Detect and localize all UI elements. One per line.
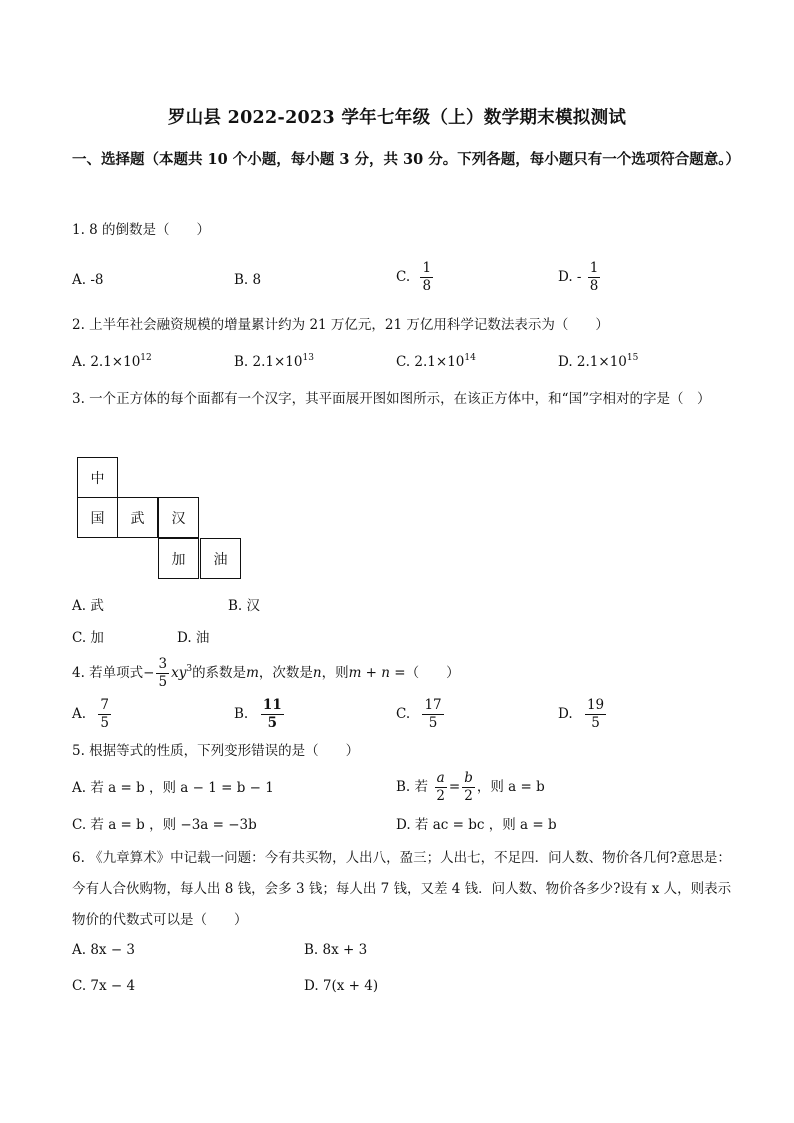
option-label: B. (234, 706, 249, 722)
question-2-stem: 2. 上半年社会融资规模的增量累计约为 21 万亿元，21 万亿用科学记数法表示为（ ） (72, 317, 609, 333)
q3-option-d: D. 油 (177, 630, 210, 646)
option-label: C. (396, 706, 411, 722)
net-cell: 汉 (158, 497, 199, 538)
q6-option-a: A. 8x − 3 (72, 942, 136, 958)
q2-option-a-base: A. 2.1×10 (72, 354, 141, 370)
q3-option-c: C. 加 (72, 630, 104, 646)
net-cell: 国 (77, 497, 118, 538)
denominator: 8 (589, 278, 599, 294)
equals-sign: = (448, 779, 461, 795)
fraction (434, 770, 447, 805)
denominator: 5 (267, 715, 278, 731)
option-text: ，则 a = b (476, 779, 545, 795)
q4-stem-text: ，次数是 (258, 665, 313, 681)
q1-option-c-fraction (420, 260, 433, 295)
q4-stem-text: ，则 (321, 665, 349, 681)
q5-option-d: D. 若 ac = bc ，则 a = b (396, 817, 557, 833)
q2-option-d-base: D. 2.1×10 (558, 354, 627, 370)
q4-stem-text: 的系数是 (192, 665, 247, 681)
exponent: 12 (140, 353, 152, 363)
q4-n: n (312, 665, 322, 681)
fraction (98, 697, 111, 732)
q4-option-b (234, 697, 286, 732)
q1-option-d-fraction (588, 260, 601, 295)
question-4-stem: 4. 若单项式− $\frac{3}{5}$ $xy^3$的系数是m，次数是n，则m + n =（ ） (72, 656, 460, 690)
option-label: B. 若 (396, 779, 429, 795)
question-6-stem: 6. 《九章算术》中记载一问题：今有共买物，人出八，盈三；人出七，不足四．问人数、物价各几何?意思是：今有人合伙购物，每人出 8 钱，会多 3 钱；每人出 7 钱，又差 4 钱．问人数、物价各多少?设有 x 人，则表示物价的代数式可以是（ ） (72, 850, 732, 928)
fraction (261, 697, 284, 732)
fraction (585, 697, 606, 732)
exponent: 15 (626, 353, 639, 363)
q4-coefficient-fraction (156, 656, 169, 691)
q4-m: m (246, 665, 259, 681)
q2-option-c-base: C. 2.1×10 (396, 354, 465, 370)
q1-option-b: B. 8 (234, 272, 262, 288)
q2-option-b-base: B. 2.1×10 (234, 354, 303, 370)
q4-variable: xy (171, 665, 187, 681)
numerator: 1 (422, 260, 432, 276)
q1-option-c-label: C. (396, 269, 411, 285)
page-title: 罗山县 2022-2023 学年七年级（上）数学期末模拟测试 (167, 108, 627, 128)
q6-option-d: D. 7(x + 4) (304, 978, 379, 994)
q4-expression: m + n = (348, 665, 406, 681)
q4-option-c (396, 697, 446, 732)
net-cell: 油 (200, 538, 241, 579)
section-heading: 一、选择题（本题共 10 个小题，每小题 3 分，共 30 分。下列各题，每小题只有一个选项符合题意。） (72, 151, 740, 168)
q2-option-a (72, 352, 152, 372)
q1-option-d-label: D. - (558, 269, 582, 285)
exponent: 3 (186, 664, 193, 674)
q3-option-a: A. 武 (72, 598, 104, 614)
q4-stem-text: 4. 若单项式 (72, 665, 144, 681)
fraction (422, 697, 443, 732)
net-cell: 加 (158, 538, 199, 579)
denominator: 5 (100, 715, 109, 731)
question-1-stem: 1. 8 的倒数是（ ） (72, 222, 211, 238)
fraction (462, 770, 475, 805)
option-label: D. (558, 706, 573, 722)
q4-option-a (72, 697, 113, 732)
net-cell: 中 (77, 457, 118, 498)
q5-option-c: C. 若 a = b ，则 −3a = −3b (72, 817, 257, 833)
denominator: 8 (422, 278, 432, 294)
numerator: 19 (586, 697, 605, 713)
question-3-stem: 3. 一个正方体的每个面都有一个汉字，其平面展开图如图所示，在该正方体中，和“国”字相对的字是（ ） (72, 391, 711, 407)
denominator: 5 (158, 674, 168, 690)
q2-option-b (234, 352, 314, 372)
q5-option-a: A. 若 a = b ，则 a − 1 = b − 1 (72, 780, 274, 796)
q5-option-b (396, 770, 545, 805)
numerator: 17 (424, 697, 442, 713)
net-cell: 武 (117, 497, 158, 538)
question-5-stem: 5. 根据等式的性质，下列变形错误的是（ ） (72, 743, 360, 759)
denominator: 5 (428, 715, 438, 731)
numerator: b (464, 770, 473, 786)
denominator: 2 (464, 788, 473, 804)
q3-option-b: B. 汉 (228, 598, 261, 614)
exponent: 14 (464, 353, 476, 363)
q6-option-c: C. 7x − 4 (72, 978, 136, 994)
q4-stem-text: （ ） (405, 665, 460, 681)
q1-option-d (558, 260, 602, 295)
q4-option-d (558, 697, 608, 732)
option-label: A. (72, 706, 87, 722)
numerator: a (436, 770, 445, 786)
numerator: 1 (589, 260, 599, 276)
q1-option-a: A. -8 (72, 272, 104, 288)
numerator: 3 (158, 656, 168, 672)
q2-option-d (558, 352, 638, 372)
numerator: 7 (100, 697, 109, 713)
q2-option-c (396, 352, 476, 372)
numerator: 11 (262, 697, 282, 713)
q6-option-b: B. 8x + 3 (304, 942, 368, 958)
denominator: 2 (436, 788, 445, 804)
q1-option-c (396, 260, 435, 295)
exponent: 13 (302, 353, 314, 363)
denominator: 5 (591, 715, 600, 731)
